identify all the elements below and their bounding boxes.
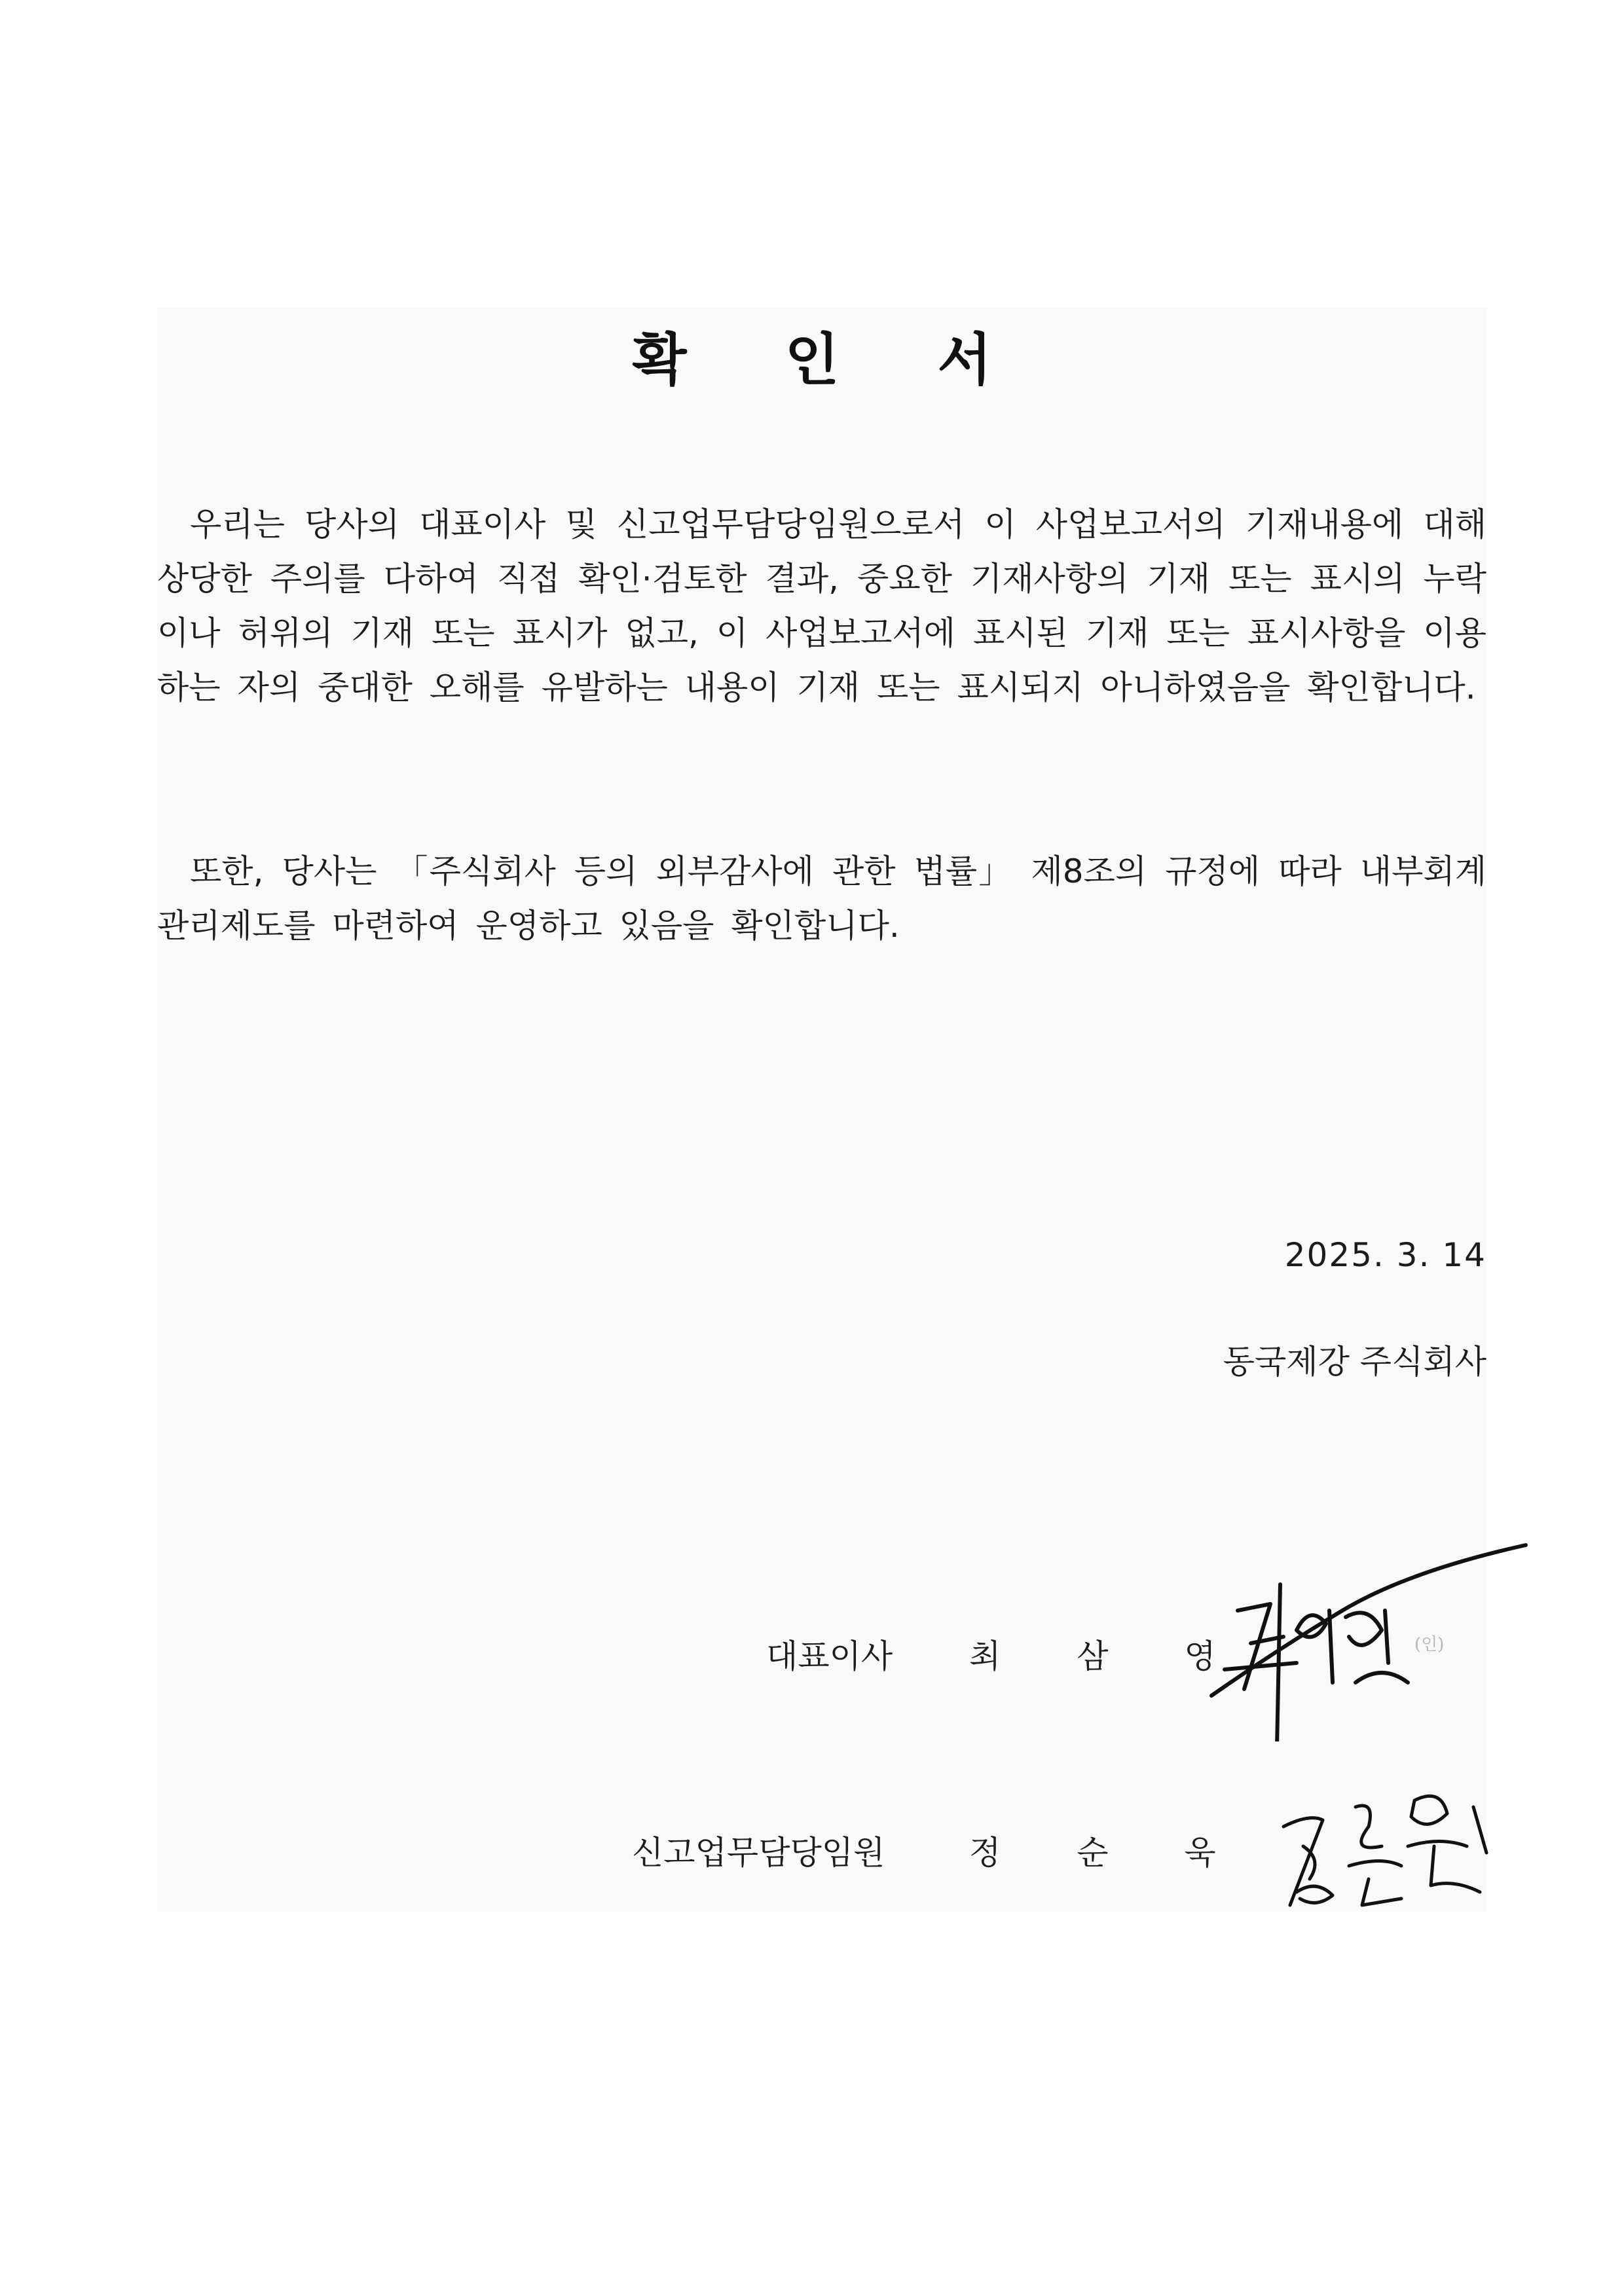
ceo-signature [1198,1532,1539,1741]
reporting-officer-signature [1270,1781,1493,1912]
signatory-name: 최 삼 영 [969,1637,1249,1675]
confirmation-paragraph: 우리는 당사의 대표이사 및 신고업무담당임원으로서 이 사업보고서의 기재내용에 대해 상당한 주의를 다하여 직접 확인·검토한 결과, 중요한 기재사항의 기재 또는 표시의 누락이나 허위의 기재 또는 표시가 없고, 이 사업보고서에 표시된 기재 또는 표시사항을 이용하는 자의 중대한 오해를 유발하는 내용이 기재 또는 표시되지 아니하였음을 확인합니다. [157,505,1486,706]
svg-text:(인): (인) [1414,1635,1445,1654]
signatory-role: 대표이사 [766,1637,893,1675]
document-date: 2025. 3. 14 [1284,1236,1486,1274]
document-title: 확 인 서 [632,327,1031,393]
internal-control-paragraph: 또한, 당사는 「주식회사 등의 외부감사에 관한 법률」 제8조의 규정에 따라 내부회계관리제도를 마련하여 운영하고 있음을 확인합니다. [157,852,1486,945]
company-name: 동국제강 주식회사 [1223,1343,1486,1381]
signatory-name: 정 순 욱 [969,1834,1249,1872]
signatory-role: 신고업무담당임원 [632,1834,885,1872]
